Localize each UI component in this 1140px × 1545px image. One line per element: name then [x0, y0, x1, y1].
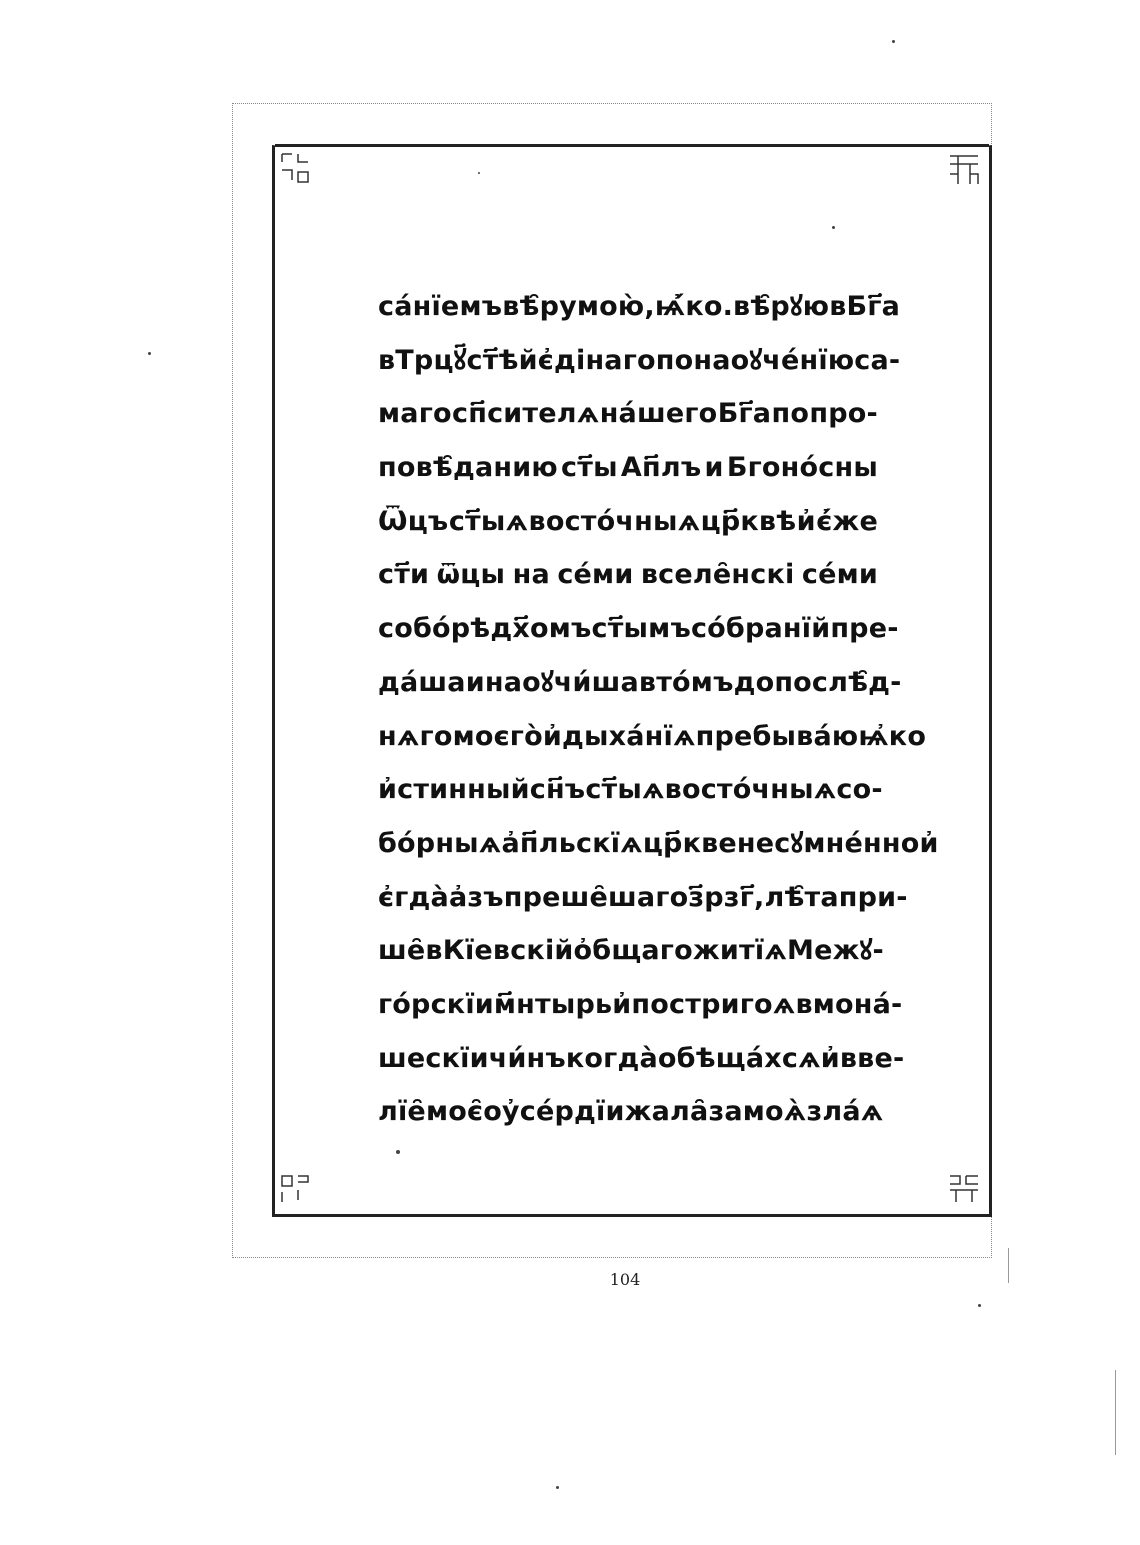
text-word: са́нїемъ — [378, 291, 503, 322]
text-word: мою̀, — [576, 291, 655, 322]
text-word: в — [378, 344, 396, 376]
text-line — [378, 334, 901, 388]
text-word: ѩ҆́ко — [654, 291, 723, 322]
text-word: вѣ̑ру — [502, 291, 577, 322]
text-word: се́ми — [801, 559, 878, 591]
corner-ornament-top-right — [944, 150, 984, 190]
text-word: є҆гда̀ — [378, 881, 449, 913]
text-word: повѣ̑данию — [378, 452, 558, 484]
text-word: Ѿцъ — [378, 505, 449, 537]
text-word: на́шего — [599, 398, 718, 430]
text-word: со́бранїй — [690, 613, 831, 645]
text-word: пре- — [830, 613, 899, 645]
text-word: Ап҃лъ — [620, 452, 702, 484]
text-word: моєго̀ — [452, 720, 543, 752]
text-word: Межꙋ- — [787, 935, 884, 967]
text-word: житїѧ — [692, 935, 787, 967]
text-word: в — [425, 935, 443, 967]
text-word: и҆дыха́нїѧ — [542, 720, 696, 752]
text-line — [378, 871, 908, 925]
text-line — [378, 656, 902, 710]
text-line — [378, 710, 927, 764]
text-word: и — [704, 452, 724, 484]
text-word: до — [733, 666, 775, 698]
text-word: шескїи — [378, 1042, 489, 1074]
text-word: мона́- — [812, 988, 903, 1020]
text-line — [378, 978, 903, 1032]
text-word: и҆ — [796, 505, 816, 537]
text-word: а҆зъ — [448, 881, 504, 913]
text-word: со- — [836, 774, 883, 806]
text-line — [378, 495, 878, 549]
text-word: се́ми — [557, 559, 634, 591]
text-word: ст҃ѣй — [466, 344, 538, 376]
text-word: собо́рѣ — [378, 613, 491, 645]
text-word: и҆стинный — [378, 774, 530, 806]
text-word: по — [655, 344, 694, 376]
text-word: оу҆се́рдїи — [483, 1096, 625, 1128]
text-word: ве- — [857, 1042, 905, 1074]
text-word: послѣ̑д- — [774, 666, 902, 698]
text-word: обѣща́хсѧ — [657, 1042, 821, 1074]
scan-speck — [832, 226, 835, 229]
scan-speck — [396, 1150, 400, 1154]
text-word: в — [795, 988, 813, 1020]
text-word: когда̀ — [565, 1042, 658, 1074]
text-word: наоꙋче́нїю — [693, 344, 855, 376]
text-word: восто́чныѧ — [664, 774, 837, 806]
text-word: Бгоно́сны — [726, 452, 878, 484]
text-word: Кїевскій — [442, 935, 574, 967]
text-word: о҆бщаго — [573, 935, 693, 967]
text-word: чи́нъ — [488, 1042, 566, 1074]
text-word: дх҃омъ — [490, 613, 592, 645]
text-line — [378, 1032, 905, 1086]
text-word: сп҃сителѧ — [452, 398, 600, 430]
text-word: лїе̑ — [378, 1096, 426, 1128]
scan-speck — [148, 352, 151, 355]
text-word: наоꙋчи́ша — [484, 666, 639, 698]
text-line — [378, 441, 878, 495]
text-word: ст҃и — [378, 559, 430, 591]
scan-edge-mark — [1115, 1370, 1116, 1455]
text-word: з҃рзг҃, — [688, 881, 765, 913]
frame-top-line — [275, 144, 989, 150]
text-word: бо́рныѧ — [378, 827, 502, 859]
text-line — [378, 1085, 884, 1139]
church-slavonic-text-block — [378, 280, 939, 1139]
scan-edge-mark — [1008, 1248, 1009, 1283]
text-word: є҆́же — [816, 505, 878, 537]
text-word: ст҃ы — [561, 452, 618, 484]
text-word: и҆ — [820, 1042, 840, 1074]
text-word: го́рскїи — [378, 988, 494, 1020]
text-word: ст҃ыѧ — [585, 774, 665, 806]
text-line — [378, 387, 878, 441]
text-word: сн҃ъ — [529, 774, 586, 806]
text-word: лѣ̑та — [764, 881, 839, 913]
text-word: ст҃ыѧ — [448, 505, 529, 537]
text-word: нѧго — [378, 720, 453, 752]
text-word: Бг҃а — [717, 398, 772, 430]
text-word: в — [839, 1042, 858, 1074]
text-word: Бг҃а — [846, 291, 901, 322]
text-word: в — [829, 291, 847, 322]
text-line — [378, 280, 901, 334]
text-word: зла́ѧ — [806, 1096, 884, 1128]
text-word: моє̑ — [425, 1096, 484, 1128]
text-line — [378, 548, 878, 602]
scan-speck — [478, 172, 480, 174]
text-word: .вѣ̑рꙋю — [722, 291, 830, 322]
text-line — [378, 602, 899, 656]
text-word: и҆ — [919, 827, 939, 859]
text-word: моѧ̀ — [742, 1096, 807, 1128]
text-word: то́мъ — [656, 666, 734, 698]
text-word: пребыва́ю — [695, 720, 859, 752]
text-word: ѿцы — [436, 559, 506, 591]
text-word: ѩ҆ко — [858, 720, 927, 752]
text-word: ше̑ — [378, 935, 426, 967]
text-word: ст҃ымъ — [591, 613, 691, 645]
text-word: да́ша — [378, 666, 466, 698]
text-word: про- — [809, 398, 878, 430]
text-word: на — [512, 559, 550, 591]
text-word: цр҃кве — [642, 827, 737, 859]
scan-speck — [978, 1304, 981, 1307]
text-word: восто́чныѧ — [528, 505, 701, 537]
text-word: є҆дінаго — [537, 344, 656, 376]
text-line — [378, 817, 939, 871]
text-word: по — [771, 398, 810, 430]
text-word: при- — [838, 881, 908, 913]
text-word: постригоѧ — [631, 988, 796, 1020]
text-word: за — [708, 1096, 743, 1128]
corner-ornament-bottom-right — [944, 1168, 984, 1208]
text-word: несꙋмне́нно — [736, 827, 920, 859]
text-word: и҆ — [612, 988, 632, 1020]
scan-speck — [892, 40, 895, 43]
text-word: жала̑ — [624, 1096, 709, 1128]
text-word: м҃нтырь — [493, 988, 613, 1020]
text-word: са- — [854, 344, 901, 376]
text-word: цр҃квѣ — [700, 505, 797, 537]
text-word: вселе̑нскі — [640, 559, 795, 591]
text-word: и — [465, 666, 485, 698]
page-number: 104 — [609, 1270, 641, 1289]
text-word: маго — [378, 398, 452, 430]
corner-ornament-bottom-left — [278, 1168, 318, 1208]
text-word: Трцꙋ҃ — [395, 344, 467, 376]
scan-speck — [556, 1486, 559, 1489]
text-word: в — [638, 666, 657, 698]
text-line — [378, 924, 884, 978]
text-line — [378, 763, 883, 817]
text-word: а҆п҃льскїѧ — [501, 827, 643, 859]
text-word: преше̑шаго — [503, 881, 689, 913]
corner-ornament-top-left — [278, 150, 318, 190]
